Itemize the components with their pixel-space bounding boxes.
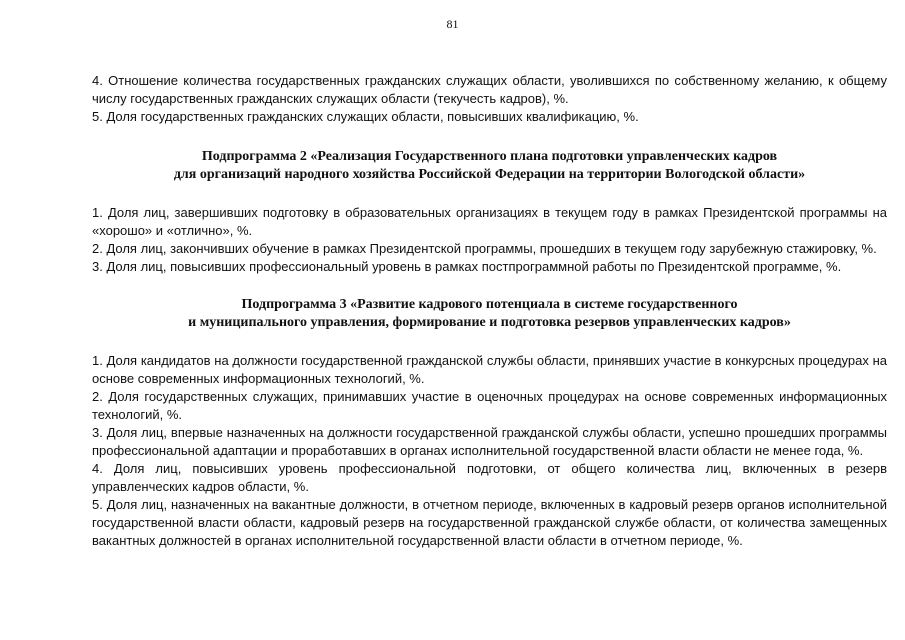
subprogram-2-item-2: 2. Доля лиц, закончивших обучение в рамках Президентской программы, прошедших в текущем году зарубежную стажировку, %. [92, 241, 877, 256]
subprogram-3-item-5: 5. Доля лиц, назначенных на вакантные должности, в отчетном периоде, включенных в кадровый резерв органов исполнительной государственной власти области, кадровый резерв на государственной гражданской службе области, от количества замещенных вакантных должностей в органах исполнительной государственной власти области в отчетном периоде, %. [92, 497, 887, 548]
subprogram-3-title-line-2: и муниципального управления, формирование и подготовка резервов управленческих кадров» [188, 315, 791, 330]
subprogram-3-heading [92, 296, 887, 332]
subprogram-2-item-3: 3. Доля лиц, повысивших профессиональный уровень в рамках постпрограммной работы по Президентской программе, %. [92, 259, 842, 274]
document-body [92, 72, 887, 550]
subprogram-2-title-line-2: для организаций народного хозяйства Российской Федерации на территории Вологодской области» [173, 167, 806, 182]
subprogram-2-heading [92, 148, 887, 184]
subprogram-3-item-1: 1. Доля кандидатов на должности государственной гражданской службы области, принявших участие в конкурсных процедурах на основе современных информационных технологий, %. [92, 353, 887, 386]
intro-item-4: 4. Отношение количества государственных гражданских служащих области, уволившихся по собственному желанию, к общему числу государственных гражданских служащих области (текучесть кадров), %. [92, 73, 887, 106]
subprogram-2-title-line-1: Подпрограмма 2 «Реализация Государственного плана подготовки управленческих кадров [201, 149, 778, 164]
page-number: 81 [446, 17, 459, 31]
intro-item-5: 5. Доля государственных гражданских служащих области, повысивших квалификацию, %. [92, 109, 639, 124]
subprogram-3-item-2: 2. Доля государственных служащих, принимавших участие в оценочных процедурах на основе современных информационных технологий, %. [92, 389, 887, 422]
subprogram-3-title-line-1: Подпрограмма 3 «Развитие кадрового потенциала в системе государственного [241, 297, 738, 312]
subprogram-3-item-4: 4. Доля лиц, повысивших уровень профессиональной подготовки, от общего количества лиц, включенных в резерв управленческих кадров области, %. [92, 461, 887, 494]
subprogram-3-item-3: 3. Доля лиц, впервые назначенных на должности государственной гражданской службы области, успешно прошедших программы профессиональной адаптации и проработавших в органах исполнительной государственной власти области не менее года, %. [92, 425, 887, 458]
subprogram-2-item-1: 1. Доля лиц, завершивших подготовку в образовательных организациях в текущем году в рамках Президентской программы на «хорошо» и «отлично», %. [92, 205, 887, 238]
